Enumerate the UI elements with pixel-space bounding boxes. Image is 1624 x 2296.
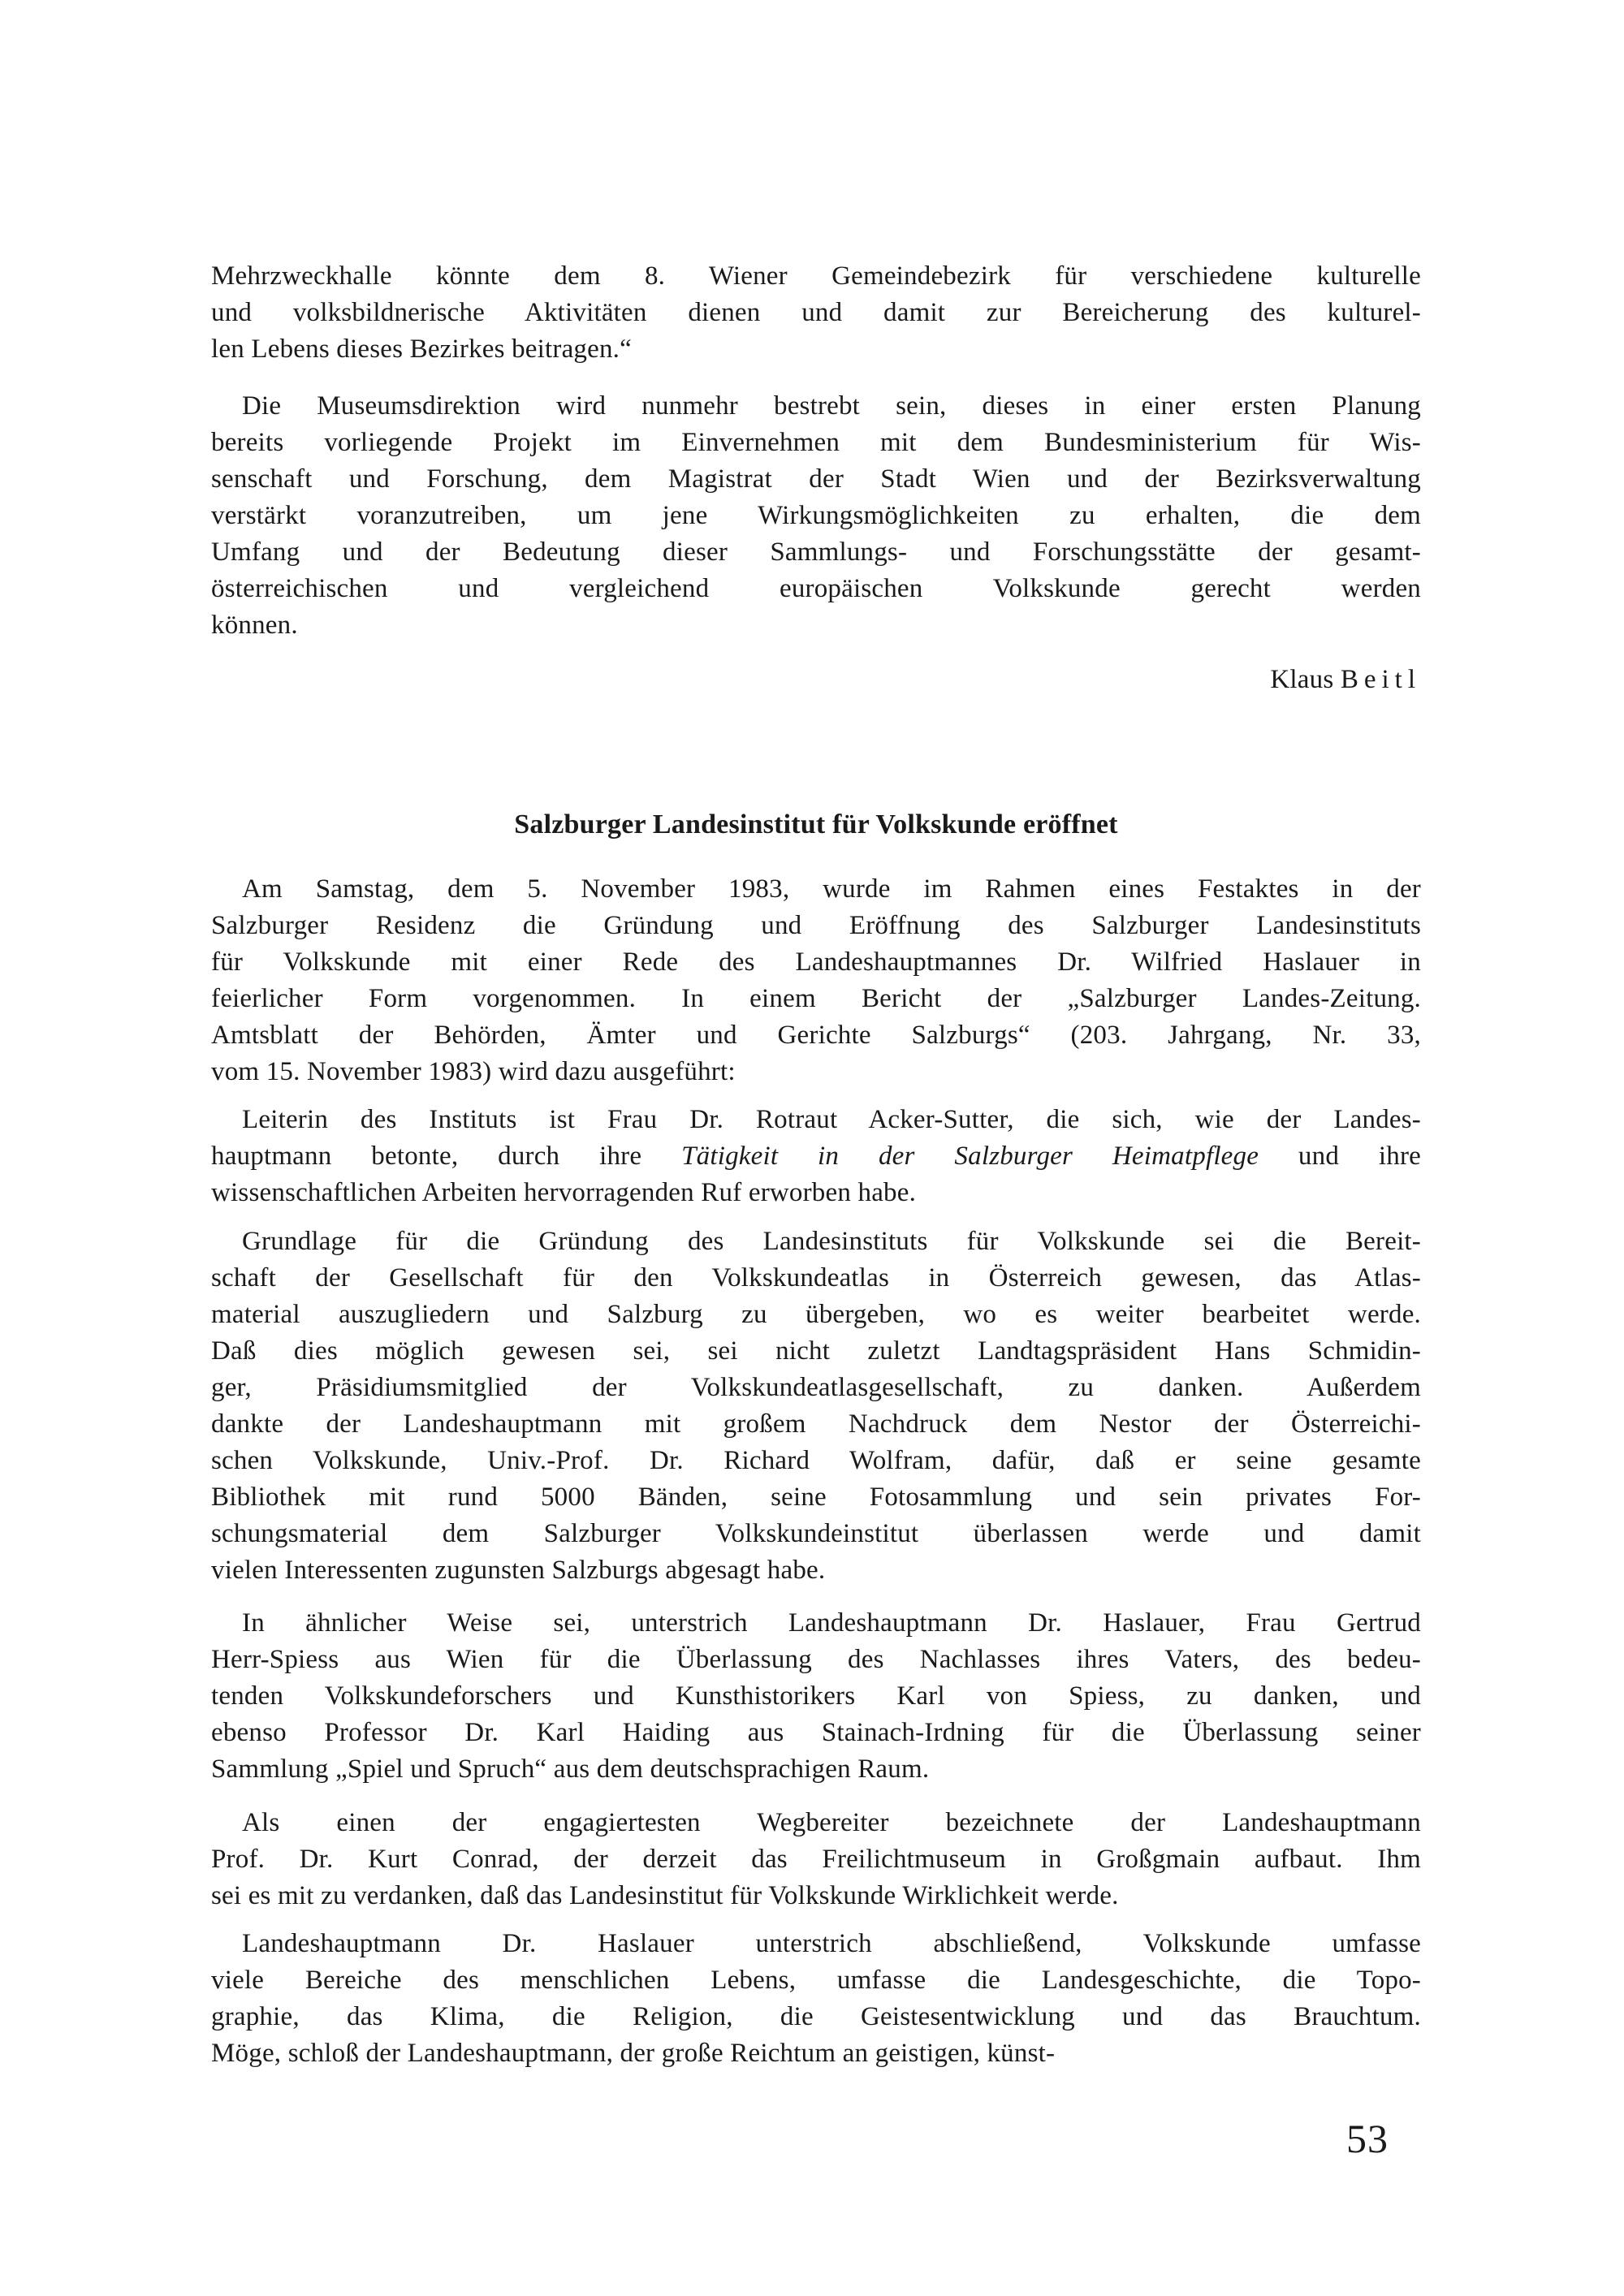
- text-line: Daß dies möglich gewesen sei, sei nicht zuletzt Landtagspräsident Hans Schmidin-: [211, 1336, 1421, 1366]
- text-line: vom 15. November 1983) wird dazu ausgeführt:: [211, 1057, 736, 1086]
- italic-phrase: Tätigkeit in der Salzburger Heimatpflege: [681, 1142, 1259, 1171]
- text-line: und volksbildnerische Aktivitäten dienen und damit zur Bereicherung des kulturel-: [211, 298, 1421, 327]
- text-line: viele Bereiche des menschlichen Lebens, umfasse die Landesgeschichte, die Topo-: [211, 1966, 1421, 1995]
- text-line: österreichischen und vergleichend europäischen Volkskunde gerecht werden: [211, 574, 1421, 603]
- text-line: dankte der Landeshauptmann mit großem Nachdruck dem Nestor der Österreichi-: [211, 1409, 1421, 1439]
- text-line: bereits vorliegende Projekt im Einvernehmen mit dem Bundesministerium für Wis-: [211, 428, 1421, 457]
- text-line: graphie, das Klima, die Religion, die Geistesentwicklung und das Brauchtum.: [211, 2002, 1421, 2031]
- article-body: [211, 871, 1421, 2072]
- article-heading: Salzburger Landesinstitut für Volkskunde eröffnet: [514, 809, 1118, 839]
- text-line: tenden Volkskundeforschers und Kunsthistorikers Karl von Spiess, zu danken, und: [211, 1681, 1421, 1711]
- text-line: senschaft und Forschung, dem Magistrat der Stadt Wien und der Bezirksverwaltung: [211, 464, 1421, 494]
- text-line: verstärkt voranzutreiben, um jene Wirkungsmöglichkeiten zu erhalten, die dem: [211, 501, 1421, 530]
- paragraph: [211, 1224, 1421, 1589]
- text-line: Landeshauptmann Dr. Haslauer unterstrich abschließend, Volkskunde umfasse: [242, 1929, 1421, 1958]
- text-line: vielen Interessenten zugunsten Salzburgs abgesagt habe.: [211, 1556, 826, 1585]
- text-line: sei es mit zu verdanken, daß das Landesinstitut für Volkskunde Wirklichkeit werde.: [211, 1881, 1119, 1910]
- paragraph: [211, 388, 1421, 644]
- text-line: len Lebens dieses Bezirkes beitragen.“: [211, 334, 632, 364]
- closing-article-body: [211, 258, 1421, 644]
- page-number: 53: [1346, 2116, 1389, 2161]
- paragraph: [211, 1102, 1421, 1211]
- text-line: Leiterin des Instituts ist Frau Dr. Rotraut Acker-Sutter, die sich, wie der Landes-: [242, 1105, 1421, 1134]
- text-line: Mehrzweckhalle könnte dem 8. Wiener Gemeindebezirk für verschiedene kulturelle: [211, 261, 1421, 291]
- text-line: Bibliothek mit rund 5000 Bänden, seine Fotosammlung und sein privates For-: [211, 1482, 1421, 1512]
- text-line: wissenschaftlichen Arbeiten hervorragenden Ruf erworben habe.: [211, 1178, 917, 1207]
- text-line: Herr-Spiess aus Wien für die Überlassung des Nachlasses ihres Vaters, des bedeu-: [211, 1645, 1421, 1674]
- text-line: Möge, schloß der Landeshauptmann, der große Reichtum an geistigen, künst-: [211, 2039, 1056, 2068]
- text-column: [211, 258, 1421, 2072]
- text-line: Am Samstag, dem 5. November 1983, wurde im Rahmen eines Festaktes in der: [242, 874, 1421, 904]
- text-line: In ähnlicher Weise sei, unterstrich Landeshauptmann Dr. Haslauer, Frau Gertrud: [242, 1608, 1421, 1638]
- text-line: feierlicher Form vorgenommen. In einem Bericht der „Salzburger Landes-Zeitung.: [211, 984, 1421, 1013]
- text-line: material auszugliedern und Salzburg zu übergeben, wo es weiter bearbeitet werde.: [211, 1300, 1421, 1329]
- text-line: können.: [211, 611, 298, 640]
- paragraph: [211, 1926, 1421, 2072]
- paragraph: [211, 258, 1421, 368]
- text-line: schen Volkskunde, Univ.-Prof. Dr. Richard Wolfram, dafür, daß er seine gesamte: [211, 1446, 1421, 1475]
- text-line: [211, 1138, 1421, 1175]
- author-given-name: Klaus: [1270, 665, 1334, 694]
- paragraph: [211, 871, 1421, 1090]
- text-line: Amtsblatt der Behörden, Ämter und Gerichte Salzburgs“ (203. Jahrgang, Nr. 33,: [211, 1021, 1421, 1050]
- text-line: ebenso Professor Dr. Karl Haiding aus Stainach-Irdning für die Überlassung seiner: [211, 1718, 1421, 1747]
- text-line: schaft der Gesellschaft für den Volkskundeatlas in Österreich gewesen, das Atlas-: [211, 1263, 1421, 1293]
- text-segment: hauptmann betonte, durch ihre: [211, 1142, 682, 1171]
- paragraph: [211, 1605, 1421, 1788]
- text-line: ger, Präsidiumsmitglied der Volkskundeatlasgesellschaft, zu danken. Außerdem: [211, 1373, 1421, 1402]
- text-line: Als einen der engagiertesten Wegbereiter bezeichnete der Landeshauptmann: [242, 1808, 1421, 1837]
- text-line: Grundlage für die Gründung des Landesinstituts für Volkskunde sei die Bereit-: [242, 1227, 1421, 1256]
- text-line: Prof. Dr. Kurt Conrad, der derzeit das Freilichtmuseum in Großgmain aufbaut. Ihm: [211, 1845, 1421, 1874]
- text-line: Die Museumsdirektion wird nunmehr bestrebt sein, dieses in einer ersten Planung: [242, 391, 1421, 421]
- author-signature: [211, 662, 1421, 698]
- text-segment: und ihre: [1259, 1142, 1421, 1171]
- text-line: für Volkskunde mit einer Rede des Landeshauptmannes Dr. Wilfried Haslauer in: [211, 947, 1421, 977]
- author-family-name: Beitl: [1340, 665, 1421, 694]
- text-line: Sammlung „Spiel und Spruch“ aus dem deutschsprachigen Raum.: [211, 1754, 930, 1784]
- paragraph: [211, 1805, 1421, 1914]
- text-line: schungsmaterial dem Salzburger Volkskundeinstitut überlassen werde und damit: [211, 1519, 1421, 1548]
- text-line: Umfang und der Bedeutung dieser Sammlungs- und Forschungsstätte der gesamt-: [211, 537, 1421, 567]
- text-line: Salzburger Residenz die Gründung und Eröffnung des Salzburger Landesinstituts: [211, 911, 1421, 940]
